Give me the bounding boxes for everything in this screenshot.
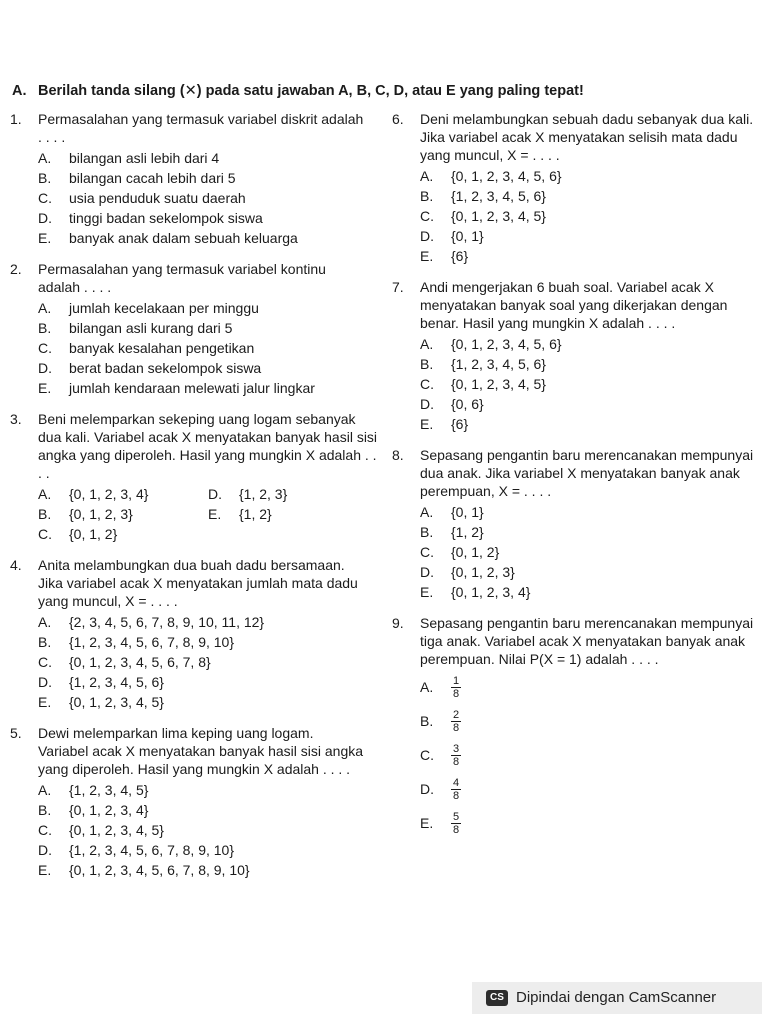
option-e[interactable] — [38, 692, 365, 712]
option-d[interactable] — [208, 485, 378, 503]
option-text: tinggi badan sekelompok siswa — [69, 210, 263, 226]
option-c[interactable] — [420, 738, 754, 772]
option-c[interactable] — [38, 652, 365, 672]
option-a[interactable] — [38, 485, 208, 503]
option-text: {1, 2, 3, 4, 5, 6} — [451, 356, 546, 372]
option-e[interactable] — [38, 378, 365, 398]
option-text: jumlah kendaraan melewati jalur lingkar — [69, 380, 315, 396]
option-e[interactable] — [420, 414, 754, 434]
option-c[interactable] — [420, 206, 754, 226]
option-label: C. — [420, 376, 434, 392]
option-text: {0, 1, 2, 3, 4} — [69, 802, 149, 818]
fraction — [451, 743, 461, 768]
option-text: {6} — [451, 416, 469, 432]
option-label: D. — [208, 486, 222, 502]
option-text: {0, 1, 2, 3} — [69, 506, 133, 522]
option-text: {0, 1} — [451, 228, 484, 244]
option-b[interactable] — [38, 632, 365, 652]
option-label: B. — [420, 524, 434, 540]
question-stem: Permasalahan yang termasuk variabel kontinu adalah . . . . — [38, 261, 326, 295]
question-stem: Sepasang pengantin baru merencanakan mempunyai tiga anak. Variabel acak X menyatakan banyak anak perempuan. Nilai P(X = 1) adalah . . . . — [420, 615, 754, 667]
option-label: D. — [38, 210, 52, 226]
option-label: E. — [38, 380, 52, 396]
fraction-numerator: 2 — [453, 708, 460, 721]
fraction-numerator: 3 — [453, 742, 460, 755]
watermark-text: Dipindai dengan CamScanner — [516, 989, 717, 1006]
option-label: D. — [420, 228, 434, 244]
option-label: C. — [420, 208, 434, 224]
option-a[interactable] — [420, 166, 754, 186]
option-c[interactable] — [420, 374, 754, 394]
option-label: B. — [38, 802, 52, 818]
option-text: {0, 1, 2, 3, 4} — [451, 584, 531, 600]
fraction-numerator: 1 — [453, 674, 460, 687]
option-text: {0, 1, 2, 3, 4, 5} — [69, 694, 164, 710]
option-text: {0, 1, 2, 3, 4, 5, 6} — [451, 168, 562, 184]
option-e[interactable] — [420, 806, 754, 840]
option-label: A. — [420, 679, 434, 695]
question-2 — [10, 260, 365, 398]
option-a[interactable] — [38, 298, 365, 318]
option-label: C. — [38, 822, 52, 838]
option-label: B. — [38, 634, 52, 650]
option-text: {0, 1, 2, 3, 4, 5} — [451, 376, 546, 392]
option-b[interactable] — [38, 505, 208, 523]
question-6 — [392, 110, 754, 266]
option-text: banyak anak dalam sebuah keluarga — [69, 230, 298, 246]
option-b[interactable] — [38, 318, 365, 338]
question-7 — [392, 278, 754, 434]
option-label: A. — [38, 486, 52, 502]
option-text: usia penduduk suatu daerah — [69, 190, 246, 206]
option-d[interactable] — [38, 358, 365, 378]
option-label: C. — [420, 544, 434, 560]
question-stem: Anita melambungkan dua buah dadu bersamaan. Jika variabel acak X menyatakan jumlah mata dadu yang muncul, X = . . . . — [38, 557, 358, 609]
option-d[interactable] — [420, 394, 754, 414]
fraction-numerator: 5 — [453, 810, 460, 823]
fraction-denominator: 8 — [453, 823, 460, 836]
option-a[interactable] — [420, 502, 754, 522]
option-text: {1, 2, 3, 4, 5, 6} — [69, 674, 164, 690]
option-e[interactable] — [38, 860, 365, 880]
option-c[interactable] — [38, 820, 365, 840]
option-text: {0, 1, 2} — [451, 544, 500, 560]
option-c[interactable] — [420, 542, 754, 562]
option-label: B. — [420, 713, 434, 729]
option-label: D. — [420, 396, 434, 412]
option-text: {1, 2, 3, 4, 5} — [69, 782, 149, 798]
option-label: B. — [38, 170, 52, 186]
option-c[interactable] — [38, 338, 365, 358]
option-text: {1, 2, 3, 4, 5, 6} — [451, 188, 546, 204]
option-b[interactable] — [420, 704, 754, 738]
option-text: banyak kesalahan pengetikan — [69, 340, 255, 356]
question-number: 3. — [10, 411, 22, 427]
question-4 — [10, 556, 365, 712]
option-b[interactable] — [38, 800, 365, 820]
fraction — [451, 709, 461, 734]
question-number: 8. — [392, 447, 404, 463]
option-row — [38, 484, 378, 504]
question-1 — [10, 110, 365, 248]
question-number: 9. — [392, 615, 404, 631]
fraction-numerator: 4 — [453, 776, 460, 789]
option-e[interactable] — [208, 505, 378, 523]
option-label: C. — [38, 340, 52, 356]
option-d[interactable] — [420, 772, 754, 806]
option-text: bilangan asli lebih dari 4 — [69, 150, 220, 166]
question-stem: Sepasang pengantin baru merencanakan mempunyai dua anak. Jika variabel X menyatakan banyak anak perempuan, X = . . . . — [420, 447, 754, 499]
option-b[interactable] — [420, 354, 754, 374]
option-label: A. — [420, 504, 434, 520]
option-label: C. — [38, 190, 52, 206]
fraction — [451, 777, 461, 802]
question-8 — [392, 446, 754, 602]
option-label: A. — [38, 614, 52, 630]
section-instruction: Berilah tanda silang (✕) pada satu jawaban A, B, C, D, atau E yang paling tepat! — [38, 83, 584, 99]
option-label: E. — [420, 584, 434, 600]
fraction-denominator: 8 — [453, 721, 460, 734]
option-label: D. — [38, 674, 52, 690]
fraction-denominator: 8 — [453, 755, 460, 768]
option-d[interactable] — [38, 840, 365, 860]
option-text: {1, 2} — [239, 506, 272, 522]
option-text: {0, 1, 2, 3, 4} — [69, 486, 149, 502]
option-text: {0, 1, 2} — [69, 526, 118, 542]
option-label: D. — [420, 781, 434, 797]
right-column — [392, 110, 754, 852]
option-label: C. — [38, 526, 52, 542]
question-stem: Beni melemparkan sekeping uang logam sebanyak dua kali. Variabel acak X menyatakan banyak hasil sisi angka yang diperoleh. Hasil yang mungkin X adalah . . . . — [38, 411, 378, 481]
question-stem: Dewi melemparkan lima keping uang logam. Variabel acak X menyatakan banyak hasil sisi angka yang diperoleh. Hasil yang mungkin X adalah . . . . — [38, 725, 364, 777]
fraction-denominator: 8 — [453, 687, 460, 700]
option-label: A. — [38, 300, 52, 316]
option-label: D. — [420, 564, 434, 580]
option-a[interactable] — [420, 670, 754, 704]
option-text: {0, 1, 2, 3} — [451, 564, 515, 580]
option-text: bilangan asli kurang dari 5 — [69, 320, 233, 336]
option-e[interactable] — [420, 582, 754, 602]
option-a[interactable] — [38, 148, 365, 168]
option-d[interactable] — [38, 208, 365, 228]
option-b[interactable] — [420, 522, 754, 542]
option-label: A. — [420, 336, 434, 352]
question-stem: Andi mengerjakan 6 buah soal. Variabel acak X menyatakan banyak soal yang dikerjakan dengan benar. Hasil yang mungkin X adalah . . . . — [420, 279, 728, 331]
camscanner-logo-icon: CS — [486, 990, 508, 1006]
fraction — [451, 811, 461, 836]
question-number: 5. — [10, 725, 22, 741]
option-label: A. — [420, 168, 434, 184]
option-text: {0, 1, 2, 3, 4, 5, 6, 7, 8, 9, 10} — [69, 862, 250, 878]
option-text: {0, 1, 2, 3, 4, 5} — [69, 822, 164, 838]
question-number: 6. — [392, 111, 404, 127]
section-header — [12, 82, 584, 100]
option-d[interactable] — [38, 672, 365, 692]
option-a[interactable] — [420, 334, 754, 354]
option-text: {1, 2, 3, 4, 5, 6, 7, 8, 9, 10} — [69, 634, 235, 650]
question-number: 7. — [392, 279, 404, 295]
option-text: {2, 3, 4, 5, 6, 7, 8, 9, 10, 11, 12} — [69, 614, 265, 630]
scanner-watermark — [472, 982, 762, 1014]
option-label: E. — [420, 815, 434, 831]
option-label: E. — [420, 248, 434, 264]
option-label: D. — [38, 842, 52, 858]
option-label: E. — [38, 230, 52, 246]
question-number: 1. — [10, 111, 22, 127]
option-e[interactable] — [38, 228, 365, 248]
option-text: {0, 1, 2, 3, 4, 5, 6} — [451, 336, 562, 352]
option-text: {1, 2, 3} — [239, 486, 288, 502]
question-number: 4. — [10, 557, 22, 573]
option-label: D. — [38, 360, 52, 376]
section-letter: A. — [12, 83, 27, 99]
question-number: 2. — [10, 261, 22, 277]
option-a[interactable] — [38, 780, 365, 800]
left-column — [10, 110, 378, 892]
option-c[interactable] — [38, 524, 378, 544]
question-stem: Permasalahan yang termasuk variabel diskrit adalah . . . . — [38, 111, 364, 145]
option-label: A. — [38, 782, 52, 798]
option-text: {0, 1, 2, 3, 4, 5, 6, 7, 8} — [69, 654, 211, 670]
option-text: {0, 1, 2, 3, 4, 5} — [451, 208, 546, 224]
question-5 — [10, 724, 365, 880]
option-label: B. — [38, 506, 52, 522]
option-d[interactable] — [420, 562, 754, 582]
option-b[interactable] — [420, 186, 754, 206]
option-text: {1, 2, 3, 4, 5, 6, 7, 8, 9, 10} — [69, 842, 235, 858]
option-label: B. — [420, 188, 434, 204]
option-label: E. — [38, 694, 52, 710]
option-label: E. — [420, 416, 434, 432]
question-9 — [392, 614, 754, 840]
option-a[interactable] — [38, 612, 365, 632]
option-label: B. — [420, 356, 434, 372]
option-label: B. — [38, 320, 52, 336]
option-text: {0, 6} — [451, 396, 484, 412]
option-label: A. — [38, 150, 52, 166]
option-label: C. — [420, 747, 434, 763]
option-label: C. — [38, 654, 52, 670]
option-text: jumlah kecelakaan per minggu — [69, 300, 259, 316]
option-text: {1, 2} — [451, 524, 484, 540]
fraction — [451, 675, 461, 700]
option-c[interactable] — [38, 188, 365, 208]
option-text: {6} — [451, 248, 469, 264]
option-text: {0, 1} — [451, 504, 484, 520]
question-3 — [10, 410, 378, 544]
fraction-denominator: 8 — [453, 789, 460, 802]
option-e[interactable] — [420, 246, 754, 266]
option-row — [38, 504, 378, 524]
option-text: berat badan sekelompok siswa — [69, 360, 262, 376]
option-label: E. — [208, 506, 222, 522]
option-label: E. — [38, 862, 52, 878]
question-stem: Deni melambungkan sebuah dadu sebanyak dua kali. Jika variabel acak X menyatakan selisih mata dadu yang muncul, X = . . . . — [420, 111, 754, 163]
option-d[interactable] — [420, 226, 754, 246]
option-text: bilangan cacah lebih dari 5 — [69, 170, 236, 186]
option-b[interactable] — [38, 168, 365, 188]
